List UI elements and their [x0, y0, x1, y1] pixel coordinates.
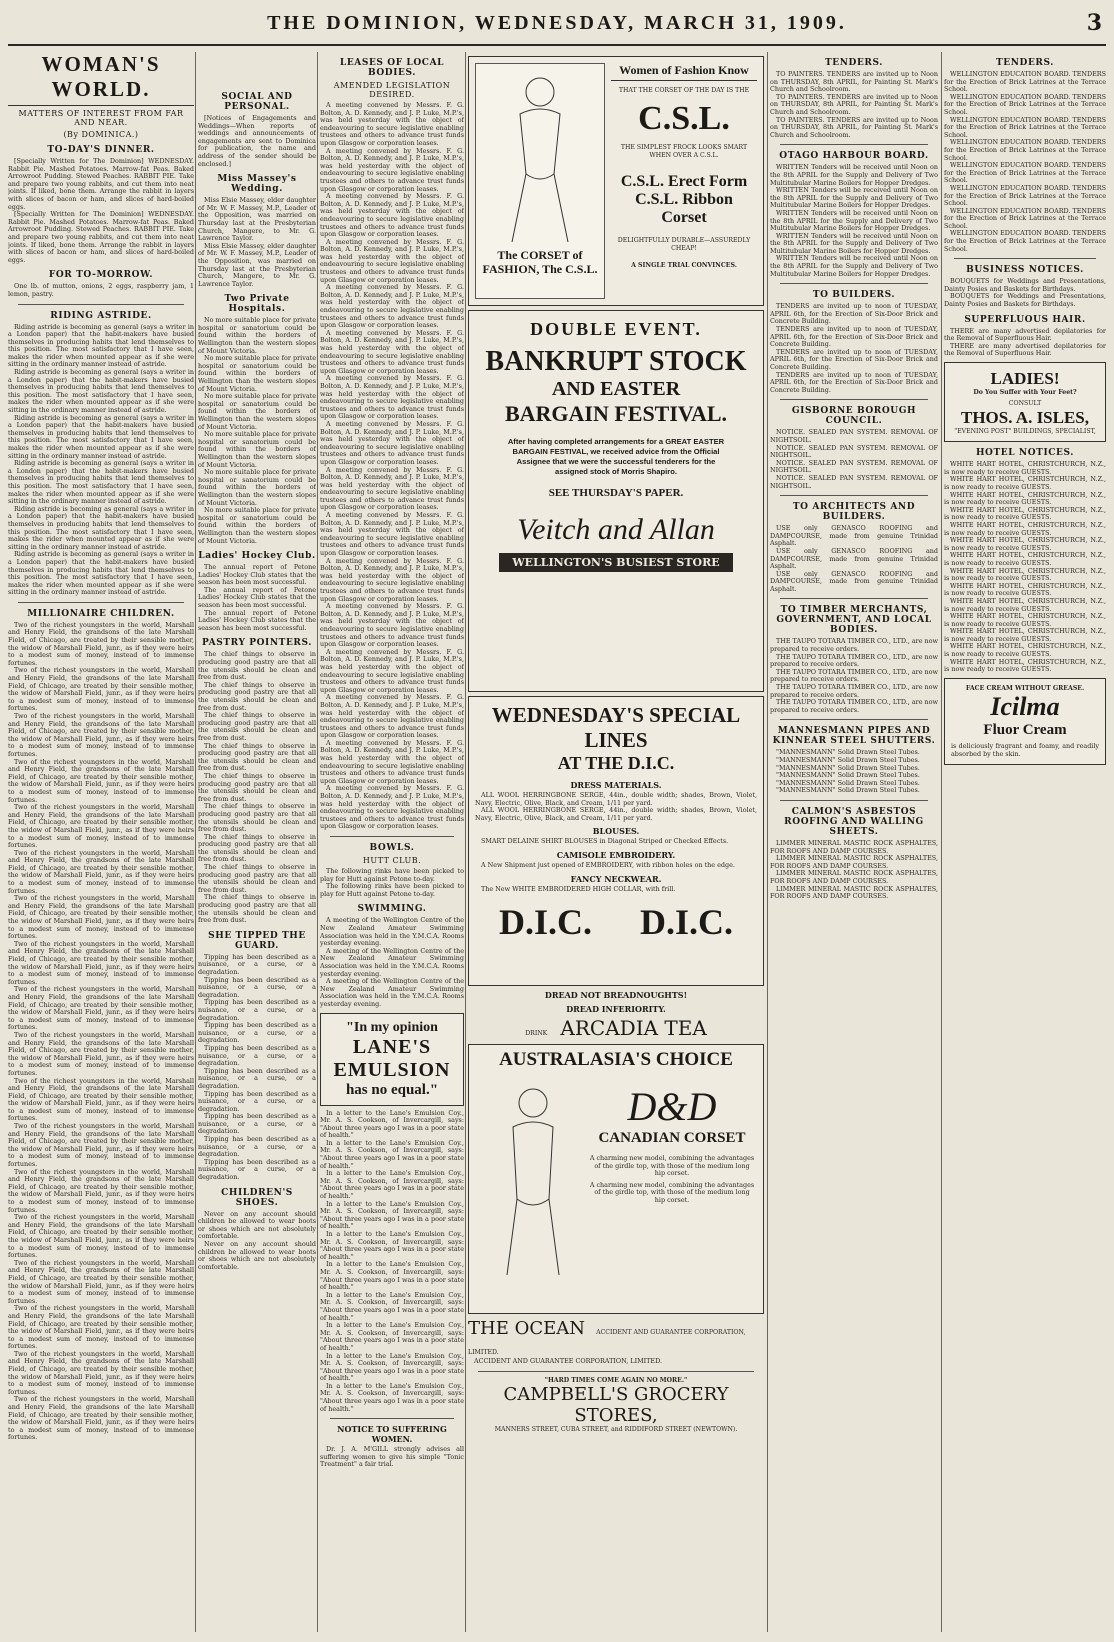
article-text: A meeting convened by Messrs. F. G. Bolton, A. D. Kennedy, and J. P. Luke, M.P.'s, was held yesterday with the object of endeavouring to secure legislative enabling trustees and others to advance trust funds upon Glasgow or corporation leases. — [320, 101, 464, 147]
article-head: SWIMMING. — [357, 904, 427, 915]
article-head: LEASES OF LOCAL BODIES. — [339, 58, 445, 78]
article-text: NOTICE. SEALED PAN SYSTEM. REMOVAL OF NIGHTSOIL. — [770, 443, 938, 460]
article-text: "MANNESMANN" Solid Drawn Steel Tubes. — [776, 771, 920, 780]
article-text: Riding astride is becoming as general (says a writer in a London paper) that the habit-makers have busied themselves in producing habits that lend themselves to this position. The most satisfactory that I have seen, makes the rider when mounted appear as if she were sitting in the ordinary manner instead of astride. — [8, 322, 194, 369]
article-text: No more suitable place for private hospital or sanatorium could be found within the borders of Wellington than the western slopes of Mount Victoria. — [198, 392, 316, 431]
article-text: USE only GENASCO ROOFING and DAMPCOURSE, made from genuine Trinidad Asphalt. — [770, 524, 938, 548]
article-text: A meeting convened by Messrs. F. G. Bolton, A. D. Kennedy, and J. P. Luke, M.P.'s, was held yesterday with the object of endeavouring to secure legislative enabling trustees and others to advance trust funds upon Glasgow or corporation leases. — [320, 146, 464, 193]
ad-text: A charming new model, combining the advantages of the girdle top, with those of the medium long hip corset. — [589, 1180, 755, 1204]
article-text: A meeting convened by Messrs. F. G. Bolton, A. D. Kennedy, and J. P. Luke, M.P.'s, was held yesterday with the object of endeavouring to secure legislative enabling trustees and others to advance trust funds upon Glasgow or corporation leases. — [320, 328, 464, 375]
article-head: TO-DAY'S DINNER. — [47, 145, 155, 155]
article-text: A meeting convened by Messrs. F. G. Bolton, A. D. Kennedy, and J. P. Luke, M.P.'s, was held yesterday with the object of endeavouring to secure legislative enabling trustees and others to advance trust funds upon Glasgow or corporation leases. — [320, 738, 464, 785]
article-text: A meeting convened by Messrs. F. G. Bolton, A. D. Kennedy, and J. P. Luke, M.P.'s, was held yesterday with the object of endeavouring to secure legislative enabling trustees and others to advance trust funds upon Glasgow or corporation leases. — [320, 192, 464, 239]
veitch-allan-ad — [468, 310, 764, 692]
article-text: WHITE HART HOTEL, CHRISTCHURCH, N.Z., is now ready to receive GUESTS. — [944, 520, 1106, 537]
article-text: The chief things to observe in producing good pastry are that all the utensils should be clean and free from dust. — [198, 680, 316, 712]
article-text: A meeting convened by Messrs. F. G. Bolton, A. D. Kennedy, and J. P. Luke, M.P.'s, was held yesterday with the object of endeavouring to secure legislative enabling trustees and others to advance trust funds upon Glasgow or corporation leases. — [320, 465, 464, 512]
section-head: TENDERS. — [824, 58, 884, 68]
divider — [18, 304, 184, 305]
article-text: WHITE HART HOTEL, CHRISTCHURCH, N.Z., is now ready to receive GUESTS. — [944, 581, 1106, 598]
ad-line: DELIGHTFULLY DURABLE—ASSUREDLY CHEAP! — [617, 237, 751, 252]
article-text: No more suitable place for private hospital or sanatorium could be found within the borders of Wellington than the western slopes of Mount Victoria. — [198, 506, 316, 545]
ad-line: FACE CREAM WITHOUT GREASE. — [965, 684, 1085, 692]
ad-line: CONSULT — [1008, 400, 1042, 408]
ad-line: THOS. A. ISLES, — [960, 407, 1090, 427]
article-text: A meeting convened by Messrs. F. G. Bolton, A. D. Kennedy, and J. P. Luke, M.P.'s, was held yesterday with the object of endeavouring to secure legislative enabling trustees and others to advance trust funds upon Glasgow or corporation leases. — [320, 511, 464, 558]
article-text: Two of the richest youngsters in the world, Marshall and Henry Field, the grandsons of the late Marshall Field, of Chicago, are treated by their sensible mother, the widow of Marshall Field, junr., as if they were heirs to a modest sum of money, instead of to immense fortunes. — [8, 985, 194, 1032]
article-text: WHITE HART HOTEL, CHRISTCHURCH, N.Z., is now ready to receive GUESTS. — [944, 475, 1106, 491]
divider — [780, 495, 928, 496]
ad-text: SMART DELAINE SHIRT BLOUSES in Diagonal Striped or Checked Effects. — [481, 837, 729, 846]
masthead — [8, 6, 1106, 46]
divider — [780, 399, 928, 400]
section-head: SUPERFLUOUS HAIR. — [964, 314, 1086, 325]
ad-line: AUSTRALASIA'S CHOICE — [499, 1049, 733, 1070]
ad-line: THE SIMPLEST FROCK LOOKS SMART WHEN OVER A C.S.L. — [620, 144, 748, 159]
article-text: WHITE HART HOTEL, CHRISTCHURCH, N.Z., is now ready to receive GUESTS. — [944, 627, 1106, 643]
notice-head: NOTICE TO SUFFERING WOMEN. — [337, 1424, 447, 1445]
article-text: NOTICE. SEALED PAN SYSTEM. REMOVAL OF NIGHTSOIL. — [770, 428, 938, 444]
divider — [478, 1371, 754, 1372]
article-text: "MANNESMANN" Solid Drawn Steel Tubes. — [776, 756, 920, 764]
article-text: Tipping has been described as a nuisance, or a curse, or a degradation. — [198, 952, 316, 976]
byline: (By DOMINICA.) — [63, 130, 139, 139]
article-text: THE TAUPO TOTARA TIMBER CO., LTD., are now prepared to receive orders. — [770, 652, 938, 669]
article-text: WRITTEN Tenders will be received until Noon on the 8th APRIL for the Supply and Delivery of Two Multitubular Marine Boilers for Hopper Dredges. — [770, 231, 938, 255]
article-text: Two of the richest youngsters in the world, Marshall and Henry Field, the grandsons of the late Marshall Field, of Chicago, are treated by their sensible mother, the widow of Marshall Field, junr., as if they were heirs to a modest sum of money, instead of to immense fortunes. — [8, 894, 194, 941]
article-text: THERE are many advertised depilatories for the Removal of Superfluous Hair. — [944, 341, 1106, 358]
article-text: WHITE HART HOTEL, CHRISTCHURCH, N.Z., is now ready to receive GUESTS. — [944, 566, 1106, 583]
article-text: "MANNESMANN" Solid Drawn Steel Tubes. — [776, 763, 920, 772]
article-text: A meeting convened by Messrs. F. G. Bolton, A. D. Kennedy, and J. P. Luke, M.P.'s, was held yesterday with the object of endeavouring to secure legislative enabling trustees and others to advance trust funds upon Glasgow or corporation leases. — [320, 556, 464, 603]
article-text: A meeting of the Wellington Centre of the New Zealand Amateur Swimming Association was held in the Y.M.C.A. Rooms yesterday evening. — [320, 916, 464, 948]
isles-ad — [944, 362, 1106, 442]
article-text: Two of the richest youngsters in the world, Marshall and Henry Field, the grandsons of the late Marshall Field, of Chicago, are treated by their sensible mother, the widow of Marshall Field, junr., as if they were heirs to a modest sum of money, instead of to immense fortunes. — [8, 1122, 194, 1169]
article-text: WHITE HART HOTEL, CHRISTCHURCH, N.Z., is now ready to receive GUESTS. — [944, 460, 1106, 476]
article-text: The annual report of Petone Ladies' Hockey Club states that the season has been most successful. — [198, 563, 316, 587]
article-text: One lb. of mutton, onions, 2 eggs, raspberry jam, 1 lemon, pastry. — [8, 282, 194, 298]
section-subtitle: MATTERS OF INTEREST FROM FAR AND NEAR. — [18, 109, 184, 127]
article-text: WHITE HART HOTEL, CHRISTCHURCH, N.Z., is now ready to receive GUESTS. — [944, 642, 1106, 659]
article-text: [Notices of Engagements and Weddings—When reports of weddings and announcements of engagements are sent to Dominica for publication, the name and address of the sender should be enclosed.] — [198, 114, 316, 168]
article-text: WELLINGTON EDUCATION BOARD. TENDERS for the Erection of Brick Latrines at the Terrace School. — [944, 183, 1106, 208]
article-text: [Specially Written for The Dominion] WEDNESDAY. Rabbit Pie. Mashed Potatoes. Marrow-fat Peas. Baked Arrowroot Pudding. Stewed Peaches. RABBIT PIE. Take and prepare two young rabbits, and cut them into neat joints. If liked, bone them. Arrange the rabbit in layers with slices of bacon or ham, and slices of hard-boiled eggs. — [8, 157, 194, 211]
article-subhead: HUTT CLUB. — [362, 856, 422, 865]
campbell-logo: CAMPBELL'S GROCERY STORES, — [503, 1384, 729, 1426]
article-text: THE TAUPO TOTARA TIMBER CO., LTD., are now prepared to receive orders. — [770, 698, 938, 714]
lanes-emulsion-ad — [320, 1013, 464, 1106]
section-head: MANNESMANN PIPES AND KINNEAR STEEL SHUTTERS. — [772, 726, 936, 747]
article-text: BOUQUETS for Weddings and Presentations, Dainty Posies and Baskets for Birthdays. — [944, 292, 1106, 309]
article-text: WELLINGTON EDUCATION BOARD. TENDERS for the Erection of Brick Latrines at the Terrace School. — [944, 70, 1106, 94]
article-text: TO PAINTERS. TENDERS are invited up to Noon on THURSDAY, 8th APRIL, for Painting St. Mark's Church and Schoolroom. — [770, 70, 938, 94]
article-text: A meeting convened by Messrs. F. G. Bolton, A. D. Kennedy, and J. P. Luke, M.P.'s, was held yesterday with the object of endeavouring to secure legislative enabling trustees and others to advance trust funds upon Glasgow or corporation leases. — [320, 419, 464, 466]
masthead-title: THE DOMINION, WEDNESDAY, MARCH 31, 1909. — [267, 12, 847, 34]
article-text: Two of the richest youngsters in the world, Marshall and Henry Field, the grandsons of the late Marshall Field, of Chicago, are treated by their sensible mother, the widow of Marshall Field, junr., as if they were heirs to a modest sum of money, instead of to immense fortunes. — [8, 939, 194, 986]
column-business — [944, 52, 1106, 1632]
ad-line: LADIES! — [990, 369, 1060, 388]
article-text: WELLINGTON EDUCATION BOARD. TENDERS for the Erection of Brick Latrines at the Terrace School. — [944, 92, 1106, 116]
article-text: A meeting convened by Messrs. F. G. Bolton, A. D. Kennedy, and J. P. Luke, M.P.'s, was held yesterday with the object of endeavouring to secure legislative enabling trustees and others to advance trust funds upon Glasgow or corporation leases. — [320, 602, 464, 649]
article-text: Two of the richest youngsters in the world, Marshall and Henry Field, the grandsons of the late Marshall Field, of Chicago, are treated by their sensible mother, the widow of Marshall Field, junr., as if they were heirs to a modest sum of money, instead of to immense fortunes. — [8, 1258, 194, 1305]
dic-logo: D.I.C. — [498, 902, 592, 943]
article-text: LIMMER MINERAL MASTIC ROCK ASPHALTES, FOR ROOFS AND DAMP COURSES. — [770, 884, 938, 901]
article-text: THE TAUPO TOTARA TIMBER CO., LTD., are now prepared to receive orders. — [770, 637, 938, 654]
column-tenders — [770, 52, 938, 1632]
article-text: Riding astride is becoming as general (says a writer in a London paper) that the habit-makers have busied themselves in producing habits that lend themselves to this position. The most satisfactory that I have seen, makes the rider when mounted appear as if she were sitting in the ordinary manner instead of astride. — [8, 459, 194, 506]
article-text: Two of the richest youngsters in the world, Marshall and Henry Field, the grandsons of the late Marshall Field, of Chicago, are treated by their sensible mother, the widow of Marshall Field, junr., as if they were heirs to a modest sum of money, instead of to immense fortunes. — [8, 620, 194, 667]
article-text: WELLINGTON EDUCATION BOARD. TENDERS for the Erection of Brick Latrines at the Terrace School. — [944, 138, 1106, 162]
ad-line: "HARD TIMES COME AGAIN NO MORE." — [544, 1376, 688, 1384]
article-text: Miss Elsie Massey, elder daughter of Mr. W. F. Massey, M.P., Leader of the Opposition, was married on Thursday last at the Presbyterian Church, Mangere, to Mr. G. Lawrence Taylor. — [198, 241, 316, 288]
ad-line: Do You Suffer with Your Feet? — [973, 389, 1077, 396]
article-text: WHITE HART HOTEL, CHRISTCHURCH, N.Z., is now ready to receive GUESTS. — [944, 657, 1106, 674]
article-text: TO PAINTERS. TENDERS are invited up to Noon on THURSDAY, 8th APRIL, for Painting St. Mark's Church and Schoolroom. — [770, 92, 938, 116]
article-text: WELLINGTON EDUCATION BOARD. TENDERS for the Erection of Brick Latrines at the Terrace School. — [944, 206, 1106, 230]
article-text: Miss Elsie Massey, elder daughter of Mr. W. F. Massey, M.P., Leader of the Opposition, was married on Thursday last at the Presbyterian Church, Mangere, to Mr. G. Lawrence Taylor. — [198, 196, 316, 243]
ad-text: In a letter to the Lane's Emulsion Coy., Mr. A. S. Cookson, of Invercargill, says: "About three years ago I was in a poor state of health." — [320, 1321, 464, 1352]
column-rule — [941, 52, 942, 1632]
article-text: A meeting convened by Messrs. F. G. Bolton, A. D. Kennedy, and J. P. Luke, M.P.'s, was held yesterday with the object of endeavouring to secure legislative enabling trustees and others to advance trust funds upon Glasgow or corporation leases. — [320, 374, 464, 421]
article-text: WRITTEN Tenders will be received until Noon on the 8th APRIL for the Supply and Delivery of Two Multitubular Marine Boilers for Hopper Dredges. — [770, 208, 938, 233]
article-text: WHITE HART HOTEL, CHRISTCHURCH, N.Z., is now ready to receive GUESTS. — [944, 536, 1106, 552]
article-head: RIDING ASTRIDE. — [50, 310, 152, 321]
ad-line: BARGAIN FESTIVAL. — [504, 401, 728, 426]
ad-line: AT THE D.I.C. — [557, 753, 675, 773]
article-text: Tipping has been described as a nuisance, or a curse, or a degradation. — [198, 1135, 316, 1159]
article-text: The chief things to observe in producing good pastry are that all the utensils should be clean and free from dust. — [198, 771, 316, 803]
article-text: TO PAINTERS. TENDERS are invited up to Noon on THURSDAY, 8th APRIL, for Painting St. Mark's Church and Schoolroom. — [770, 115, 938, 139]
article-text: WHITE HART HOTEL, CHRISTCHURCH, N.Z., is now ready to receive GUESTS. — [944, 612, 1106, 628]
article-text: TENDERS are invited up to noon of TUESDAY, APRIL 6th, for the Erection of Six-Door Brick and Concrete Building. — [770, 347, 938, 371]
ad-line: Fluor Cream — [983, 722, 1067, 739]
article-text: LIMMER MINERAL MASTIC ROCK ASPHALTES, FOR ROOFS AND DAMP COURSES. — [770, 869, 938, 885]
article-text: WRITTEN Tenders will be received until Noon on the 8th APRIL for the Supply and Delivery of Two Multitubular Marine Boilers for Hopper Dredges. — [770, 186, 938, 210]
ad-text: is deliciously fragrant and foamy, and readily absorbed by the skin. — [951, 742, 1099, 758]
ad-line: AND EASTER — [551, 378, 681, 400]
dic-ad — [468, 696, 764, 986]
divider — [330, 1418, 454, 1419]
article-text: TENDERS are invited up to noon of TUESDAY, APRIL 6th, for the Erection of Six-Door Brick and Concrete Building. — [770, 302, 938, 326]
article-text: WHITE HART HOTEL, CHRISTCHURCH, N.Z., is now ready to receive GUESTS. — [944, 551, 1106, 567]
article-text: USE only GENASCO ROOFING and DAMPCOURSE, made from genuine Trinidad Asphalt. — [770, 546, 938, 571]
article-text: Riding astride is becoming as general (says a writer in a London paper) that the habit-makers have busied themselves in producing habits that lend themselves to this position. The most satisfactory that I have seen, makes the rider when mounted appear as if she were sitting in the ordinary manner instead of astride. — [8, 504, 194, 551]
article-text: LIMMER MINERAL MASTIC ROCK ASPHALTES, FOR ROOFS AND DAMP COURSES. — [770, 854, 938, 870]
veitch-logo: Veitch and Allan — [517, 513, 715, 546]
divider — [780, 283, 928, 284]
section-title: WOMAN'S WORLD. — [8, 52, 194, 106]
icilma-ad — [944, 678, 1106, 766]
article-text: Two of the richest youngsters in the world, Marshall and Henry Field, the grandsons of the late Marshall Field, of Chicago, are treated by their sensible mother, the widow of Marshall Field, junr., as if they were heirs to a modest sum of money, instead of to immense fortunes. — [8, 1030, 194, 1077]
article-text: "MANNESMANN" Solid Drawn Steel Tubes. — [776, 748, 920, 757]
divider — [954, 258, 1096, 259]
column-rule — [465, 52, 466, 1632]
section-head: TENDERS. — [995, 58, 1055, 68]
ad-line: "EVENING POST" BUILDINGS, SPECIALIST, — [954, 427, 1096, 435]
article-text: WELLINGTON EDUCATION BOARD. TENDERS for the Erection of Brick Latrines at the Terrace School. — [944, 229, 1106, 253]
dd-corset-ad — [468, 1044, 764, 1314]
article-text: Two of the richest youngsters in the world, Marshall and Henry Field, the grandsons of the late Marshall Field, of Chicago, are treated by their sensible mother, the widow of Marshall Field, junr., as if they were heirs to a modest sum of money, instead of to immense fortunes. — [8, 1349, 194, 1396]
article-text: WRITTEN Tenders will be received until Noon on the 8th APRIL for the Supply and Delivery of Two Multitubular Marine Boilers for Hopper Dredges. — [770, 163, 938, 187]
article-head: Ladies' Hockey Club. — [198, 551, 316, 562]
article-text: THE TAUPO TOTARA TIMBER CO., LTD., are now prepared to receive orders. — [770, 667, 938, 684]
article-text: A meeting convened by Messrs. F. G. Bolton, A. D. Kennedy, and J. P. Luke, M.P.'s, was held yesterday with the object of endeavouring to secure legislative enabling trustees and others to advance trust funds upon Glasgow or corporation leases. — [320, 693, 464, 740]
column-rule — [767, 52, 768, 1632]
ad-line: DREAD NOT BREADNOUGHTS! — [544, 990, 688, 1000]
article-text: Tipping has been described as a nuisance, or a curse, or a degradation. — [198, 1089, 316, 1113]
ad-line: C.S.L. Erect Form — [620, 173, 748, 191]
article-text: Two of the richest youngsters in the world, Marshall and Henry Field, the grandsons of the late Marshall Field, of Chicago, are treated by their sensible mother, the widow of Marshall Field, junr., as if they were heirs to a modest sum of money, instead of to immense fortunes. — [8, 712, 194, 758]
article-text: A meeting convened by Messrs. F. G. Bolton, A. D. Kennedy, and J. P. Luke, M.P.'s, was held yesterday with the object of endeavouring to secure legislative enabling trustees and others to advance trust funds upon Glasgow or corporation leases. — [320, 784, 464, 831]
ad-text: ALL WOOL HERRINGBONE SERGE, 44in., double width; shades, Brown, Violet, Navy, Electric, Olive, Black, and Cream, 1/11 per yard. — [475, 806, 757, 822]
article-text: Two of the richest youngsters in the world, Marshall and Henry Field, the grandsons of the late Marshall Field, of Chicago, are treated by their sensible mother, the widow of Marshall Field, junr., as if they were heirs to a modest sum of money, instead of to immense fortunes. — [8, 1304, 194, 1351]
article-text: "MANNESMANN" Solid Drawn Steel Tubes. — [776, 778, 920, 787]
ad-line: Women of Fashion Know — [611, 63, 757, 81]
article-text: Two of the richest youngsters in the world, Marshall and Henry Field, the grandsons of the late Marshall Field, of Chicago, are treated by their sensible mother, the widow of Marshall Field, junr., as if they were heirs to a modest sum of money, instead of to immense fortunes. — [8, 803, 194, 850]
article-text: The annual report of Petone Ladies' Hockey Club states that the season has been most successful. — [198, 608, 316, 632]
column-leases — [320, 52, 464, 1632]
article-text: Two of the richest youngsters in the world, Marshall and Henry Field, the grandsons of the late Marshall Field, of Chicago, are treated by their sensible mother, the widow of Marshall Field, junr., as if they were heirs to a modest sum of money, instead of to immense fortunes. — [8, 757, 194, 804]
article-text: TENDERS are invited up to noon of TUESDAY, APRIL 6th, for the Erection of Six-Door Brick and Concrete Building. — [770, 370, 938, 394]
ad-badge: The CORSET of FASHION, The C.S.L. — [482, 248, 598, 276]
article-text: WHITE HART HOTEL, CHRISTCHURCH, N.Z., is now ready to receive GUESTS. — [944, 505, 1106, 522]
ad-text: In a letter to the Lane's Emulsion Coy., Mr. A. S. Cookson, of Invercargill, says: "About three years ago I was in a poor state of health." — [320, 1351, 464, 1383]
article-text: Two of the richest youngsters in the world, Marshall and Henry Field, the grandsons of the late Marshall Field, of Chicago, are treated by their sensible mother, the widow of Marshall Field, junr., as if they were heirs to a modest sum of money, instead of to immense fortunes. — [8, 1213, 194, 1260]
ad-text: In a letter to the Lane's Emulsion Coy., Mr. A. S. Cookson, of Invercargill, says: "About three years ago I was in a poor state of health." — [320, 1260, 464, 1292]
ad-text: In a letter to the Lane's Emulsion Coy., Mr. A. S. Cookson, of Invercargill, says: "About three years ago I was in a poor state of health." — [320, 1169, 464, 1201]
article-text: "MANNESMANN" Solid Drawn Steel Tubes. — [776, 786, 920, 795]
article-text: TENDERS are invited up to noon of TUESDAY, APRIL 6th, for the Erection of Six-Door Brick and Concrete Building. — [770, 325, 938, 349]
article-text: The annual report of Petone Ladies' Hockey Club states that the season has been most successful. — [198, 585, 316, 610]
ad-subhead: BLOUSES. — [592, 826, 640, 837]
article-text: Never on any account should children be allowed to wear boots or shoes which are not absolutely comfortable. — [198, 1209, 316, 1241]
divider — [780, 598, 928, 599]
article-text: WHITE HART HOTEL, CHRISTCHURCH, N.Z., is now ready to receive GUESTS. — [944, 596, 1106, 613]
ad-line: A SINGLE TRIAL CONVINCES. — [631, 262, 737, 270]
article-text: Tipping has been described as a nuisance, or a curse, or a degradation. — [198, 1021, 316, 1045]
article-text: Riding astride is becoming as general (says a writer in a London paper) that the habit-makers have busied themselves in producing habits that lend themselves to this position. The most satisfactory that I have seen, makes the rider when mounted appear as if she were sitting in the ordinary manner instead of astride. — [8, 550, 194, 597]
article-text: Tipping has been described as a nuisance, or a curse, or a degradation. — [198, 1066, 316, 1090]
article-head: BOWLS. — [369, 843, 415, 853]
ad-line: has no equal." — [345, 1081, 439, 1098]
ad-subhead: FANCY NECKWEAR. — [570, 873, 662, 884]
section-head: TO ARCHITECTS AND BUILDERS. — [792, 502, 916, 523]
article-text: No more suitable place for private hospital or sanatorium could be found within the borders of Wellington than the western slopes of Mount Victoria. — [198, 468, 316, 507]
article-head: CHILDREN'S SHOES. — [221, 1187, 293, 1208]
section-head: BUSINESS NOTICES. — [966, 265, 1084, 276]
article-text: Never on any account should children be allowed to wear boots or shoes which are not absolutely comfortable. — [198, 1240, 316, 1271]
article-text: [Specially Written for The Dominion] WEDNESDAY. Rabbit Pie. Mashed Potatoes. Marrow-fat Peas. Baked Arrowroot Pudding. Stewed Peaches. RABBIT PIE. Take and prepare two young rabbits, and cut them into neat joints. If liked, bone them. Arrange the rabbit in layers with slices of bacon or ham, and slices of hard-boiled eggs. — [8, 210, 194, 264]
column-ads — [468, 52, 764, 1632]
article-text: The chief things to observe in producing good pastry are that all the utensils should be clean and free from dust. — [198, 711, 316, 742]
ad-text: In a letter to the Lane's Emulsion Coy., Mr. A. S. Cookson, of Invercargill, says: "About three years ago I was in a poor state of health." — [320, 1108, 464, 1140]
article-text: The chief things to observe in producing good pastry are that all the utensils should be clean and free from dust. — [198, 893, 316, 925]
ad-text: In a letter to the Lane's Emulsion Coy., Mr. A. S. Cookson, of Invercargill, says: "About three years ago I was in a poor state of health." — [320, 1290, 464, 1322]
article-text: NOTICE. SEALED PAN SYSTEM. REMOVAL OF NIGHTSOIL. — [770, 458, 938, 475]
ad-text: The New WHITE EMBROIDERED HIGH COLLAR, with frill. — [481, 884, 676, 893]
ad-line: BANKRUPT STOCK — [485, 346, 747, 377]
ad-line: EMULSION — [333, 1058, 451, 1081]
article-text: No more suitable place for private hospital or sanatorium could be found within the borders of Wellington than the western slopes of Mount Victoria. — [198, 430, 316, 469]
column-social — [198, 52, 316, 1632]
article-head: SHE TIPPED THE GUARD. — [208, 930, 306, 951]
article-text: Tipping has been described as a nuisance, or a curse, or a degradation. — [198, 1112, 316, 1136]
article-text: NOTICE. SEALED PAN SYSTEM. REMOVAL OF NIGHTSOIL. — [770, 473, 938, 490]
article-text: THE TAUPO TOTARA TIMBER CO., LTD., are now prepared to receive orders. — [770, 683, 938, 699]
divider — [780, 144, 928, 145]
ad-line: WELLINGTON'S BUSIEST STORE — [499, 553, 733, 572]
ad-subhead: DRESS MATERIALS. — [570, 780, 662, 790]
article-text: The following rinks have been picked to play for Hutt against Petone to-day. — [320, 882, 464, 898]
divider — [780, 800, 928, 801]
ad-line: DOUBLE EVENT. — [530, 319, 702, 339]
article-subhead: AMENDED LEGISLATION DESIRED. — [333, 81, 451, 99]
page-number: 3 — [1086, 10, 1102, 36]
corset-figure-icon — [483, 1079, 583, 1279]
section-head: HOTEL NOTICES. — [975, 448, 1075, 459]
article-head: Miss Massey's Wedding. — [217, 174, 297, 195]
article-text: A meeting of the Wellington Centre of the New Zealand Amateur Swimming Association was held in the Y.M.C.A. Rooms yesterday evening. — [320, 977, 464, 1008]
article-head: PASTRY POINTERS. — [201, 638, 313, 649]
article-text: A meeting convened by Messrs. F. G. Bolton, A. D. Kennedy, and J. P. Luke, M.P.'s, was held yesterday with the object of endeavouring to secure legislative enabling trustees and others to advance trust funds upon Glasgow or corporation leases. — [320, 647, 464, 694]
article-text: The following rinks have been picked to play for Hutt against Petone to-day. — [320, 867, 464, 883]
article-text: WELLINGTON EDUCATION BOARD. TENDERS for the Erection of Brick Latrines at the Terrace School. — [944, 115, 1106, 139]
ad-text: In a letter to the Lane's Emulsion Coy., Mr. A. S. Cookson, of Invercargill, says: "About three years ago I was in a poor state of health." — [320, 1199, 464, 1231]
section-head: GISBORNE BOROUGH COUNCIL. — [791, 406, 917, 427]
section-head: TO BUILDERS. — [812, 290, 896, 301]
article-text: Two of the richest youngsters in the world, Marshall and Henry Field, the grandsons of the late Marshall Field, of Chicago, are treated by their sensible mother, the widow of Marshall Field, junr., as if they were heirs to a modest sum of money, instead of to immense fortunes. — [8, 666, 194, 713]
article-text: Two of the richest youngsters in the world, Marshall and Henry Field, the grandsons of the late Marshall Field, of Chicago, are treated by their sensible mother, the widow of Marshall Field, junr., as if they were heirs to a modest sum of money, instead of to immense fortunes. — [8, 1076, 194, 1123]
ad-text: ALL WOOL HERRINGBONE SERGE, 44in., double width; shades, Brown, Violet, Navy, Electric, Olive, Black, and Cream, 1/11 per yard. — [475, 791, 757, 807]
article-text: The chief things to observe in producing good pastry are that all the utensils should be clean and free from dust. — [198, 650, 316, 682]
article-text: The chief things to observe in producing good pastry are that all the utensils should be clean and free from dust. — [198, 863, 316, 894]
ad-line: LANE'S — [352, 1035, 432, 1058]
divider — [330, 836, 454, 837]
article-text: WHITE HART HOTEL, CHRISTCHURCH, N.Z., is now ready to receive GUESTS. — [944, 490, 1106, 507]
arcadia-logo: ARCADIA TEA — [560, 1016, 707, 1040]
column-womans-world — [8, 52, 194, 1632]
article-head: Two Private Hospitals. — [224, 294, 290, 315]
ad-text: In a letter to the Lane's Emulsion Coy., Mr. A. S. Cookson, of Invercargill, says: "About three years ago I was in a poor state of health." — [320, 1230, 464, 1261]
ad-line: "In my opinion — [346, 1019, 438, 1035]
ad-line: C.S.L. Ribbon Corset — [635, 191, 733, 227]
article-text: Two of the richest youngsters in the world, Marshall and Henry Field, the grandsons of the late Marshall Field, of Chicago, are treated by their sensible mother, the widow of Marshall Field, junr., as if they were heirs to a modest sum of money, instead of to immense fortunes. — [8, 848, 194, 895]
csl-corset-ad — [468, 56, 764, 306]
ad-line: SEE THURSDAY'S PAPER. — [548, 487, 684, 499]
article-text: A meeting of the Wellington Centre of the New Zealand Amateur Swimming Association was held in the Y.M.C.A. Rooms yesterday evening. — [320, 946, 464, 978]
campbell-ad — [468, 1377, 764, 1434]
article-text: A meeting convened by Messrs. F. G. Bolton, A. D. Kennedy, and J. P. Luke, M.P.'s, was held yesterday with the object of endeavouring to secure legislative enabling trustees and others to advance trust funds upon Glasgow or corporation leases. — [320, 283, 464, 330]
article-text: The chief things to observe in producing good pastry are that all the utensils should be clean and free from dust. — [198, 741, 316, 773]
ad-text: ACCIDENT AND GUARANTEE CORPORATION, LIMITED. — [474, 1357, 663, 1365]
article-text: Two of the richest youngsters in the world, Marshall and Henry Field, the grandsons of the late Marshall Field, of Chicago, are treated by their sensible mother, the widow of Marshall Field, junr., as if they were heirs to a modest sum of money, instead of to immense fortunes. — [8, 1395, 194, 1442]
ad-text: After having completed arrangements for a GREAT EASTER BARGAIN FESTIVAL, we received advice from the Official Assignee that we were the successful tenderers for the assigned stock of Morris Shapiro. — [507, 437, 725, 476]
divider — [780, 719, 928, 720]
corset-illustration — [475, 63, 605, 299]
article-text: The chief things to observe in producing good pastry are that all the utensils should be clean and free from dust. — [198, 802, 316, 834]
dic-logo: D.I.C. — [639, 902, 733, 943]
article-text: Tipping has been described as a nuisance, or a curse, or a degradation. — [198, 1043, 316, 1068]
ad-text: MANNERS STREET, CUBA STREET, and RIDDIFORD STREET (NEWTOWN). — [494, 1426, 738, 1433]
article-text: THERE are many advertised depilatories for the Removal of Superfluous Hair. — [944, 326, 1106, 343]
section-head: CALMON'S ASBESTOS ROOFING AND WALLING SHEETS. — [784, 806, 924, 837]
article-text: WRITTEN Tenders will be received until Noon on the 8th APRIL for the Supply and Delivery of Two Multitubular Marine Boilers for Hopper Dredges. — [770, 254, 938, 278]
article-text: No more suitable place for private hospital or sanatorium could be found within the borders of Wellington than the western slopes of Mount Victoria. — [198, 354, 316, 393]
ad-line: WEDNESDAY'S SPECIAL LINES — [491, 703, 741, 752]
ad-line: DRINK — [525, 1030, 548, 1037]
ad-text: A charming new model, combining the advantages of the girdle top, with those of the medium long hip corset. — [589, 1154, 755, 1178]
article-text: Riding astride is becoming as general (says a writer in a London paper) that the habit-makers have busied themselves in producing habits that lend themselves to this position. The most satisfactory that I have seen, makes the rider when mounted appear as if she were sitting in the ordinary manner instead of astride. — [8, 413, 194, 460]
article-text: The chief things to observe in producing good pastry are that all the utensils should be clean and free from dust. — [198, 832, 316, 864]
icilma-logo: Icilma — [990, 692, 1060, 722]
dd-logo: D&D — [627, 1084, 717, 1129]
ad-text: ACCIDENT AND GUARANTEE CORPORATION, LIMITED. — [468, 1329, 746, 1356]
notice-text: Dr. J. A. M'GILL strongly advises all suffering women to give his simple "Tonic Treatment" a fair trial. — [320, 1445, 464, 1469]
csl-logo: C.S.L. — [638, 100, 730, 138]
section-head: TO TIMBER MERCHANTS, GOVERNMENT, AND LOCAL BODIES. — [776, 605, 932, 636]
article-head: FOR TO-MORROW. — [48, 270, 154, 281]
ocean-logo: THE OCEAN — [468, 1318, 585, 1339]
section-head: OTAGO HARBOUR BOARD. — [779, 151, 929, 162]
article-text: A meeting convened by Messrs. F. G. Bolton, A. D. Kennedy, and J. P. Luke, M.P.'s, was held yesterday with the object of endeavouring to secure legislative enabling trustees and others to advance trust funds upon Glasgow or corporation leases. — [320, 237, 464, 284]
lady-figure-icon — [476, 64, 604, 244]
article-text: Tipping has been described as a nuisance, or a curse, or a degradation. — [198, 998, 316, 1022]
article-text: BOUQUETS for Weddings and Presentations, Dainty Posies and Baskets for Birthdays. — [944, 277, 1106, 293]
ad-line: DREAD INFERIORITY. — [566, 1004, 666, 1014]
column-rule — [195, 52, 196, 1632]
article-text: Riding astride is becoming as general (says a writer in a London paper) that the habit-makers have busied themselves in producing habits that lend themselves to this position. The most satisfactory that I have seen, makes the rider when mounted appear as if she were sitting in the ordinary manner instead of astride. — [8, 368, 194, 415]
article-text: LIMMER MINERAL MASTIC ROCK ASPHALTES, FOR ROOFS AND DAMP COURSES. — [770, 838, 938, 855]
article-text: Two of the richest youngsters in the world, Marshall and Henry Field, the grandsons of the late Marshall Field, of Chicago, are treated by their sensible mother, the widow of Marshall Field, junr., as if they were heirs to a modest sum of money, instead of to immense fortunes. — [8, 1167, 194, 1214]
ad-subhead: CAMISOLE EMBROIDERY. — [556, 849, 676, 860]
ad-text: In a letter to the Lane's Emulsion Coy., Mr. A. S. Cookson, of Invercargill, says: "About three years ago I was in a poor state of health." — [320, 1381, 464, 1413]
ad-line: CANADIAN CORSET — [598, 1130, 746, 1146]
article-text: Tipping has been described as a nuisance, or a curse, or a degradation. — [198, 1157, 316, 1182]
article-head: MILLIONAIRE CHILDREN. — [27, 608, 175, 619]
article-text: Tipping has been described as a nuisance, or a curse, or a degradation. — [198, 975, 316, 999]
arcadia-tea-ad — [468, 990, 764, 1040]
ad-text: In a letter to the Lane's Emulsion Coy., Mr. A. S. Cookson, of Invercargill, says: "About three years ago I was in a poor state of health." — [320, 1138, 464, 1170]
article-head: SOCIAL AND PERSONAL. — [221, 92, 293, 112]
article-text: No more suitable place for private hospital or sanatorium could be found within the borders of Wellington than the western slopes of Mount Victoria. — [198, 316, 316, 355]
ad-line: THAT THE CORSET OF THE DAY IS THE — [618, 87, 750, 94]
divider — [18, 602, 184, 603]
ad-text: A New Shipment just opened of EMBROIDERY, with ribbon holes on the edge. — [481, 860, 735, 869]
article-text: WELLINGTON EDUCATION BOARD. TENDERS for the Erection of Brick Latrines at the Terrace School. — [944, 161, 1106, 185]
column-rule — [317, 52, 318, 1632]
article-text: USE only GENASCO ROOFING and DAMPCOURSE, made from genuine Trinidad Asphalt. — [770, 569, 938, 593]
